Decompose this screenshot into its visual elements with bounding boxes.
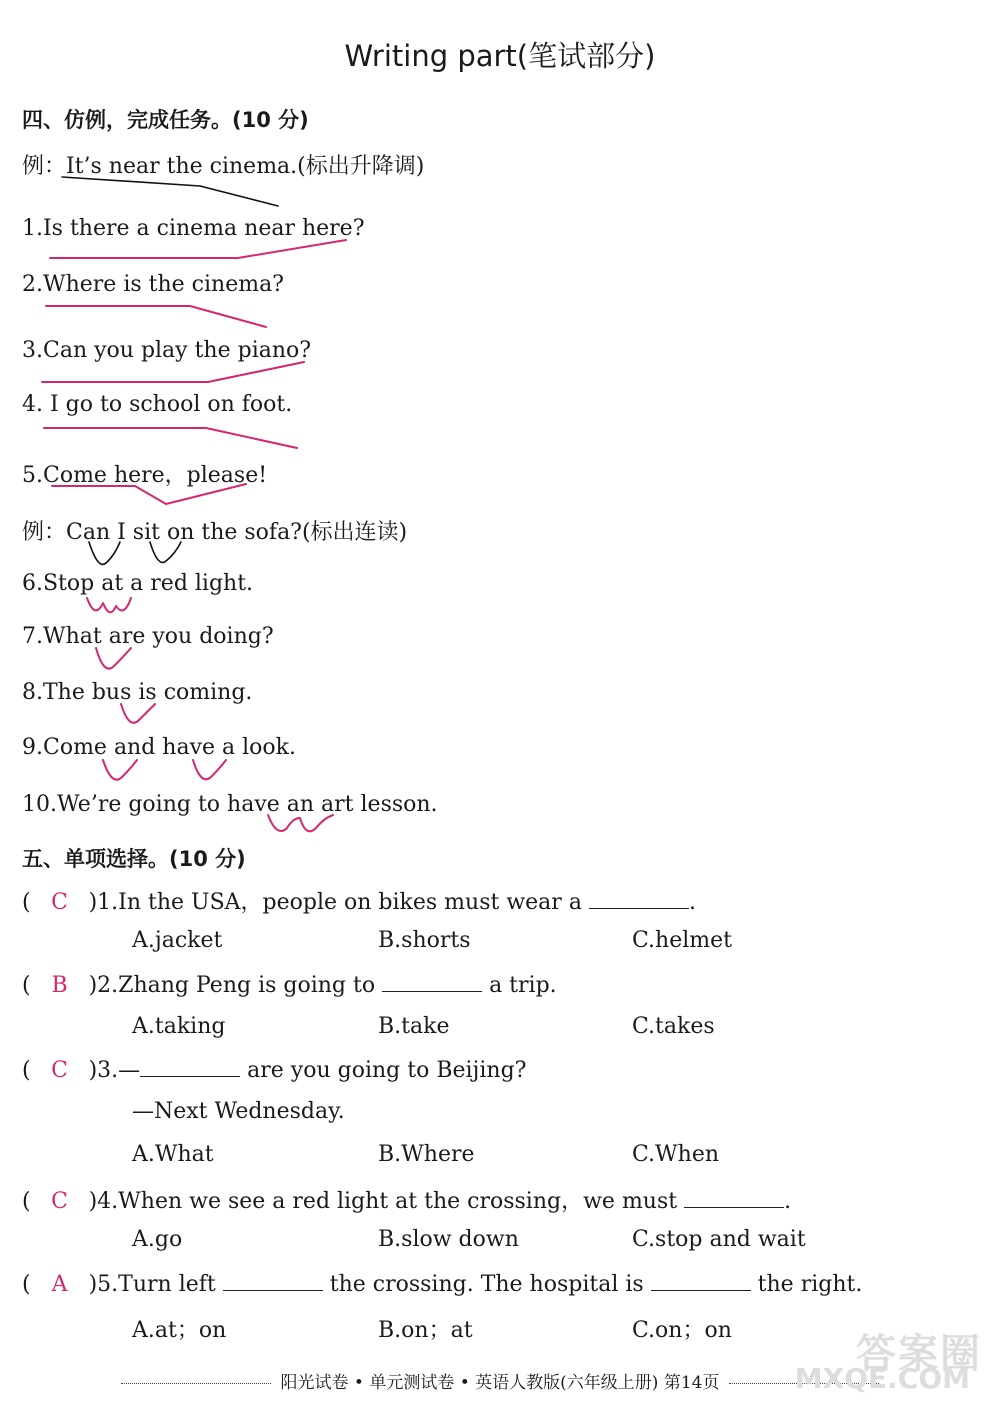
q2-option-c: C.takes [632,1014,715,1039]
intonation-mark-3 [42,362,304,382]
item-4: 4. I go to school on foot. [22,392,293,417]
page-title: Writing part(笔试部分) [344,39,656,73]
item-7: 7.What are you doing? [22,624,274,649]
question-3: ( C )3.— are you going to Beijing? [22,1058,527,1083]
answer-5: A [51,1272,68,1297]
footer-text: 阳光试卷 • 单元测试卷 • 英语人教版(六年级上册) 第14页 [280,1373,720,1393]
question-5: ( A )5.Turn left the crossing. The hospital is the right. [22,1272,863,1297]
answer-blank-5b[interactable] [651,1270,751,1291]
item-10: 10.We’re going to have an art lesson. [22,792,438,817]
q1-option-c: C.helmet [632,928,732,953]
q1-option-b: B.shorts [378,928,471,953]
q1-option-a: A.jacket [132,928,223,953]
question-1: ( C )1.In the USA，people on bikes must wear a . [22,890,696,915]
q5-option-c: C.on；on [632,1318,732,1343]
item-5: 5.Come here，please! [22,463,268,488]
q2-option-a: A.taking [132,1014,226,1039]
answer-1: C [51,890,69,915]
item-8: 8.The bus is coming. [22,680,253,705]
q3-reply: —Next Wednesday. [132,1099,345,1124]
q3-option-c: C.When [632,1142,720,1167]
section-4-heading: 四、仿例，完成任务。(10 分) [22,108,309,132]
section-5-heading: 五、单项选择。(10 分) [22,847,246,871]
item-9: 9.Come and have a look. [22,735,296,760]
answer-blank-5a[interactable] [223,1270,323,1291]
watermark-url: MXQE.COM [794,1362,970,1395]
answer-blank-1[interactable] [589,888,689,909]
item-2: 2.Where is the cinema? [22,272,284,297]
answer-3: C [51,1058,69,1083]
liaison-mark-9a [103,760,137,780]
item-6: 6.Stop at a red light. [22,571,254,596]
answer-blank-4[interactable] [684,1187,784,1208]
question-2: ( B )2.Zhang Peng is going to a trip. [22,973,557,998]
intonation-mark-4 [44,428,297,448]
q5-option-b: B.on；at [378,1318,473,1343]
item-1: 1.Is there a cinema near here? [22,216,365,241]
intonation-mark-1 [50,240,346,258]
item-3: 3.Can you play the piano? [22,338,312,363]
question-4: ( C )4.When we see a red light at the crossing，we must . [22,1189,792,1214]
q3-option-a: A.What [132,1142,214,1167]
example-liaison: 例：Can I sit on the sofa?(标出连读) [22,520,408,545]
q4-option-a: A.go [132,1227,183,1252]
intonation-mark-2 [46,306,266,327]
answer-2: B [51,973,68,998]
footer-dots-left [121,1383,271,1384]
q5-option-a: A.at；on [132,1318,227,1343]
answer-blank-2[interactable] [382,971,482,992]
q2-option-b: B.take [378,1014,450,1039]
liaison-mark-8 [121,704,155,723]
liaison-mark-10 [268,815,333,831]
example-falling-intonation-mark [62,177,278,206]
liaison-mark-9b [193,760,226,779]
q3-option-b: B.Where [378,1142,475,1167]
example-intonation: 例：It’s near the cinema.(标出升降调) [22,154,425,179]
answer-4: C [51,1189,69,1214]
answer-blank-3[interactable] [140,1056,240,1077]
liaison-mark-6 [87,598,131,612]
watermark-logo: 答案圈 [856,1331,982,1377]
liaison-mark-7 [96,648,131,669]
q4-option-c: C.stop and wait [632,1227,806,1252]
q4-option-b: B.slow down [378,1227,519,1252]
